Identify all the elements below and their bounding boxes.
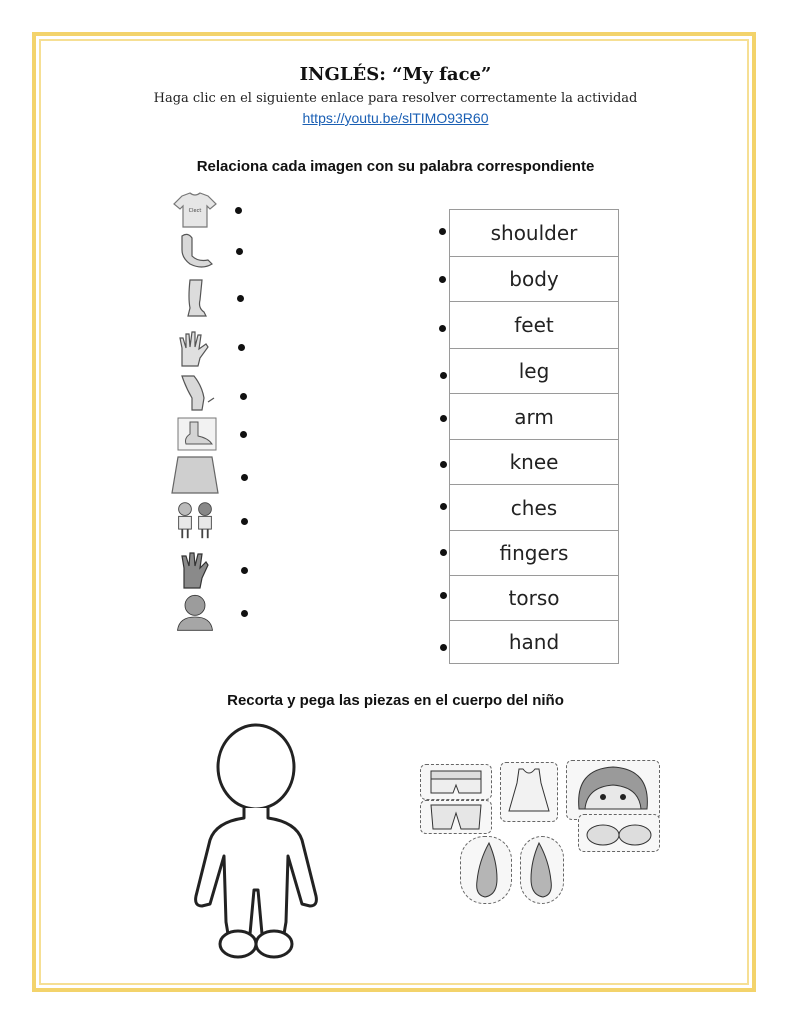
cut-instruction: Recorta y pega las piezas en el cuerpo del niño xyxy=(227,692,564,709)
match-dot-left[interactable] xyxy=(238,344,245,351)
page-title: INGLÉS: “My face” xyxy=(299,64,492,85)
shirt-text: Clect xyxy=(188,208,202,214)
word-cell: shoulder xyxy=(450,210,618,257)
left-arm-piece[interactable] xyxy=(460,836,512,904)
video-link[interactable]: https://youtu.be/slTIMO93R60 xyxy=(302,110,489,126)
match-dot-right[interactable] xyxy=(440,415,447,422)
fingers-image xyxy=(168,550,222,590)
children-image xyxy=(168,500,222,540)
child-body-outline xyxy=(180,722,330,972)
page-subtitle: Haga clic en el siguiente enlace para resolver correctamente la actividad xyxy=(153,91,638,106)
match-dot-left[interactable] xyxy=(241,567,248,574)
word-cell: feet xyxy=(450,302,618,349)
word-cell: arm xyxy=(450,394,618,440)
leg-image xyxy=(168,278,222,318)
shorts-piece[interactable] xyxy=(420,764,492,800)
word-cell: knee xyxy=(450,440,618,485)
match-dot-right[interactable] xyxy=(440,461,447,468)
match-dot-left[interactable] xyxy=(235,207,242,214)
word-cell: torso xyxy=(450,576,618,621)
word-cell: leg xyxy=(450,349,618,394)
pants-icon xyxy=(421,801,491,833)
right-arm-piece[interactable] xyxy=(520,836,564,904)
word-cell: hand xyxy=(508,630,560,654)
arm-image xyxy=(168,230,222,270)
match-dot-left[interactable] xyxy=(241,518,248,525)
shorts-icon xyxy=(421,765,491,799)
match-dot-left[interactable] xyxy=(241,610,248,617)
pants-piece[interactable] xyxy=(420,800,492,834)
match-dot-right[interactable] xyxy=(440,549,447,556)
match-dot-right[interactable] xyxy=(440,372,447,379)
tank-top-icon xyxy=(501,763,557,821)
head-piece[interactable] xyxy=(566,760,660,820)
torso-image xyxy=(168,455,222,495)
shoes-icon xyxy=(579,815,659,851)
arm-piece-icon xyxy=(461,837,511,903)
match-instruction: Relaciona cada imagen con su palabra correspondiente xyxy=(196,158,595,175)
match-dot-left[interactable] xyxy=(237,295,244,302)
word-cell: ches xyxy=(450,485,618,531)
word-cell: body xyxy=(450,257,618,302)
shirt-image xyxy=(168,190,222,230)
shoes-piece[interactable] xyxy=(578,814,660,852)
match-dot-right[interactable] xyxy=(440,644,447,651)
shirt-piece[interactable] xyxy=(500,762,558,822)
foot-image xyxy=(168,414,222,454)
match-dot-right[interactable] xyxy=(440,503,447,510)
match-dot-right[interactable] xyxy=(439,325,446,332)
knee-image xyxy=(168,372,222,412)
arm-piece-icon xyxy=(521,837,563,903)
match-dot-left[interactable] xyxy=(240,431,247,438)
match-dot-left[interactable] xyxy=(241,474,248,481)
match-dot-right[interactable] xyxy=(440,592,447,599)
word-cell: fingers xyxy=(450,531,618,576)
match-dot-right[interactable] xyxy=(439,228,446,235)
word-table xyxy=(449,209,619,664)
shoulder-image xyxy=(168,592,222,632)
match-dot-left[interactable] xyxy=(240,393,247,400)
match-dot-right[interactable] xyxy=(439,276,446,283)
hand-image xyxy=(168,330,222,370)
boy-face-icon xyxy=(567,761,659,819)
match-dot-left[interactable] xyxy=(236,248,243,255)
